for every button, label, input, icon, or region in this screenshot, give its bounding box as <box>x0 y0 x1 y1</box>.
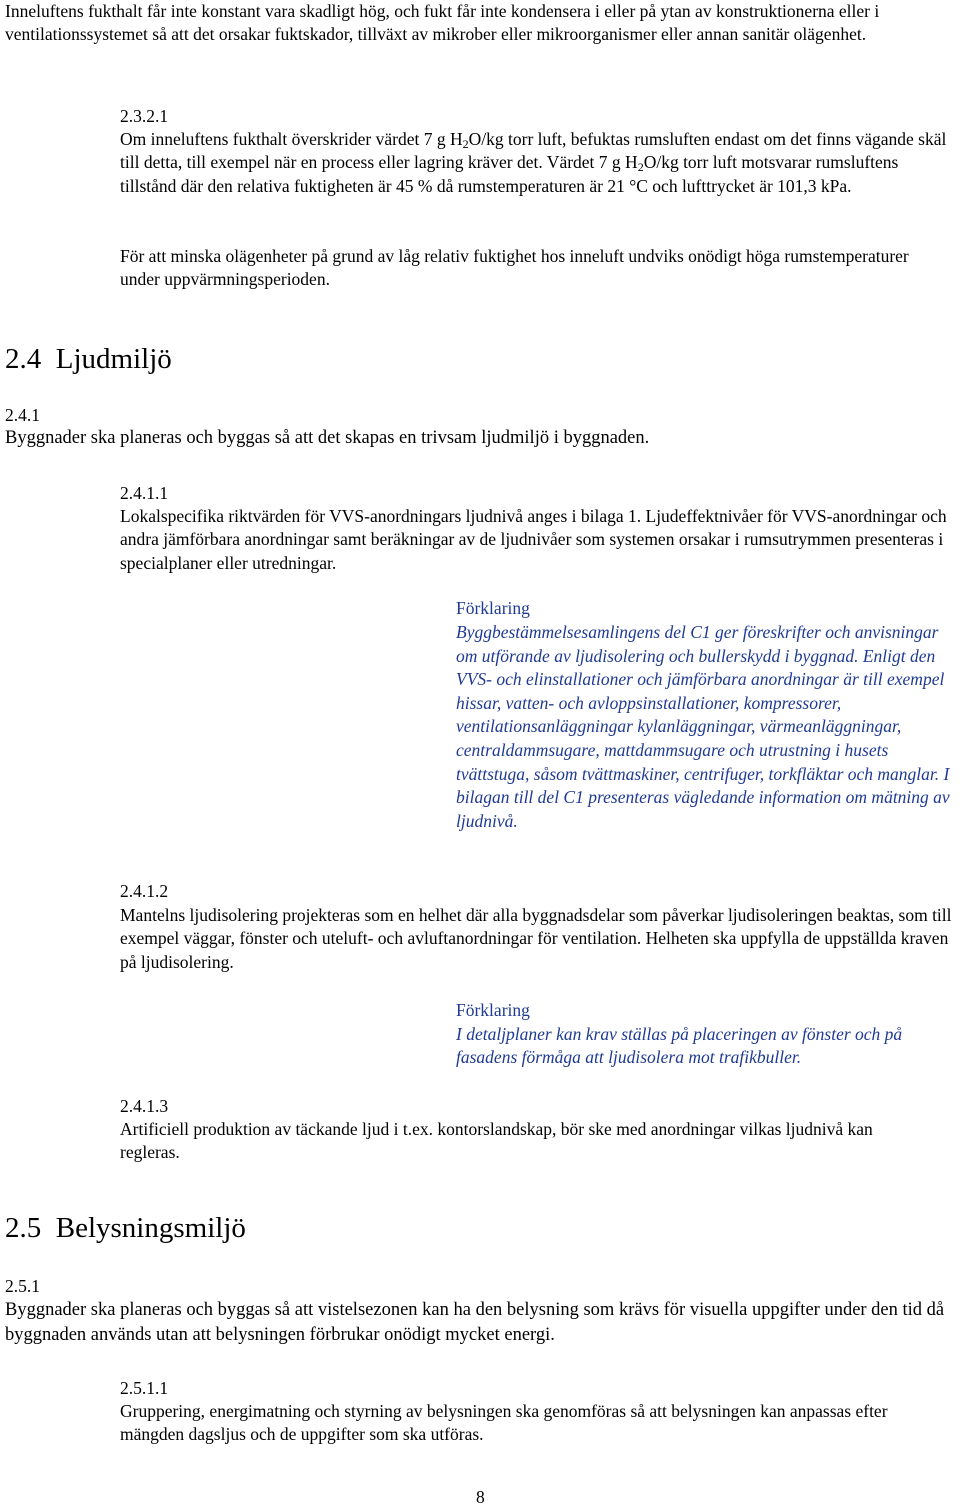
section-number-2-3-2-1: 2.3.2.1 <box>120 106 169 126</box>
section-2-3-2-1-paragraph-2: För att minska olägenheter på grund av låg relativ fuktighet hos inneluft undviks onödigt höga rumstemperaturer under uppvärmningsperioden. <box>120 246 909 290</box>
section-2-3-2-1-paragraph: Om inneluftens fukthalt överskrider värdet 7 g $H_2O/kg$ torr luft, befuktas rumsluften endast om det finns vägande skäl till detta, till exempel när en process eller lagring kräver det. Värdet 7 g $H_2O/kg$ torr luft motsvarar rumsluftens tillstånd där den relativa fuktigheten är 45 % då rumstemperaturen är 21 °C och lufttrycket är 101,3 kPa. <box>120 129 947 196</box>
section-2-5-1-1-paragraph: Gruppering, energimatning och styrning av belysningen ska genomföras så att belysningen kan anpassas efter mängden dagsljus och de uppgifter som ska utföras. <box>120 1401 888 1445</box>
section-number-2-4-1-2: 2.4.1.2 <box>120 881 169 901</box>
explanation-paragraph: Byggbestämmelsesamlingens del C1 ger föreskrifter och anvisningar om utförande av ljudisolering och bullerskydd i byggnad. Enligt den VVS- och elinstallationer och jämförbara anordningar är till exempel hissar, vatten- och avloppsinstallationer, kompressorer, ventilationsanläggningar kylanläggningar, värmeanläggningar, centraldammsugare, mattdammsugare och utrustning i husets tvättstuga, såsom tvättmaskiner, centrifuger, torkfläktar och manglar. I bilagan till del C1 presenteras vägledande information om mätning av ljudnivå. <box>456 622 950 831</box>
section-2-5-1-paragraph: Byggnader ska planeras och byggas så att vistelsezonen kan ha den belysning som krävs för visuella uppgifter under den tid då byggnaden används utan att belysningen förbrukar onödigt mycket energi. <box>5 1300 945 1345</box>
page-number: 8 <box>476 1487 485 1507</box>
section-2-4-1-1-paragraph: Lokalspecifika riktvärden för VVS-anordningars ljudnivå anges i bilaga 1. Ljudeffektnivåer för VVS-anordningar och andra jämförbara anordningar samt beräkningar av de ljudnivåer som systemen orsakar i rumsutrymmen presenteras i specialplaner eller utredningar. <box>120 506 947 573</box>
section-2-4-1-3-paragraph: Artificiell produktion av täckande ljud i t.ex. kontorslandskap, bör ske med anordningar vilkas ljudnivå kan regleras. <box>120 1119 873 1163</box>
section-2-4-1-2-paragraph: Mantelns ljudisolering projekteras som en helhet där alla byggnadsdelar som påverkar ljudisoleringen beaktas, som till exempel väggar, fönster och uteluft- och avluftanordningar för ventilation. Helheten ska uppfylla de uppställda kraven på ljudisolering. <box>120 905 952 972</box>
section-number-2-5-1-1: 2.5.1.1 <box>120 1378 169 1398</box>
section-number-2-4-1: 2.4.1 <box>5 405 40 425</box>
explanation-label-2: Förklaring <box>456 1000 530 1020</box>
explanation-paragraph-2: I detaljplaner kan krav ställas på placeringen av fönster och på fasadens förmåga att ljudisolera mot trafikbuller. <box>456 1024 903 1068</box>
section-number-2-4-1-3: 2.4.1.3 <box>120 1096 169 1116</box>
heading-2-4: 2.4 Ljudmiljö <box>5 343 172 375</box>
explanation-label: Förklaring <box>456 598 530 618</box>
heading-2-5: 2.5 Belysningsmiljö <box>5 1212 246 1244</box>
section-2-4-1-paragraph: Byggnader ska planeras och byggas så att det skapas en trivsam ljudmiljö i byggnaden. <box>5 428 650 448</box>
section-number-2-5-1: 2.5.1 <box>5 1276 40 1296</box>
intro-paragraph: Inneluftens fukthalt får inte konstant vara skadligt hög, och fukt får inte kondensera i eller på ytan av konstruktionerna eller i ventilationssystemet så att det orsakar fuktskador, tillväxt av mikrober eller mikroorganismer eller annan sanitär olägenhet. <box>5 1 880 45</box>
section-number-2-4-1-1: 2.4.1.1 <box>120 483 169 503</box>
